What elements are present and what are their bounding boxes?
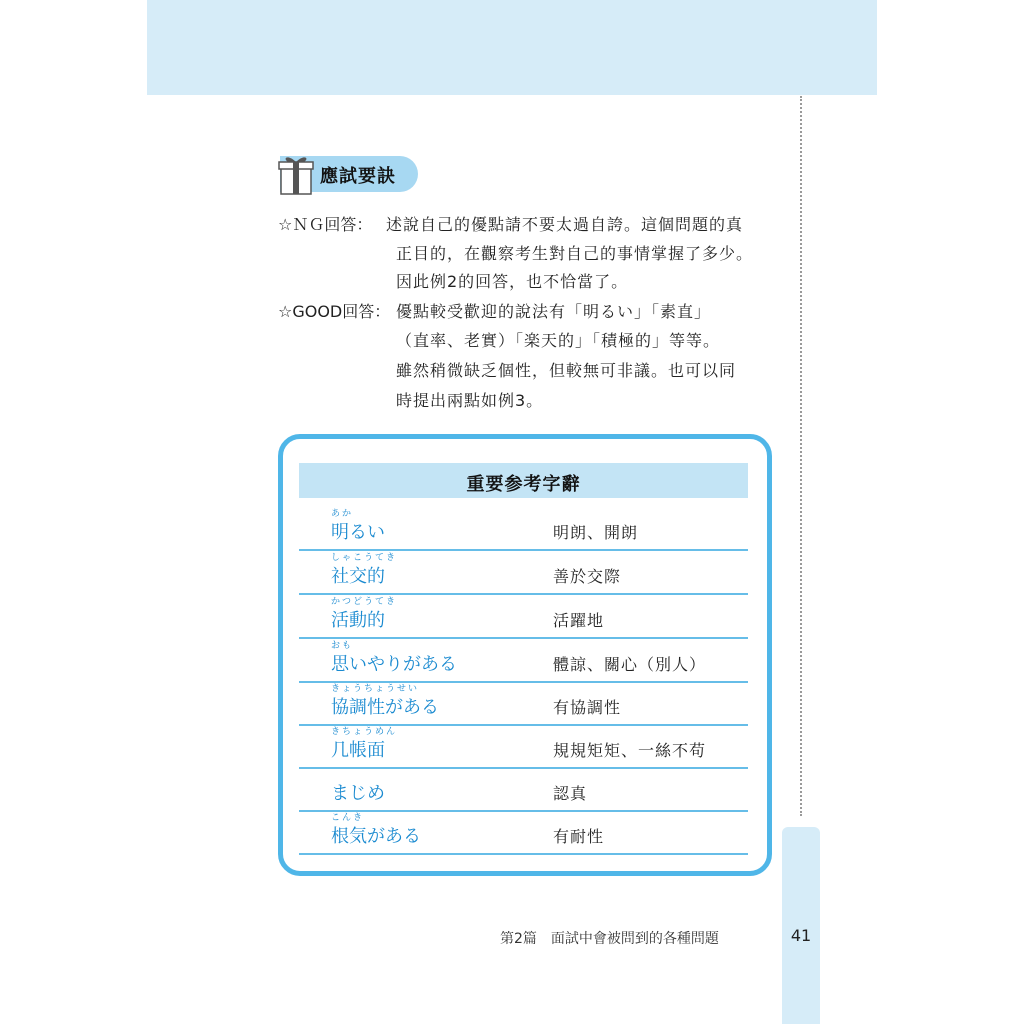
top-color-band <box>147 0 877 95</box>
good-answer-line: 優點較受歡迎的說法有「明るい」「素直」 <box>396 302 712 321</box>
good-answer-line: （直率、老實）「楽天的」「積極的」等等。 <box>396 331 721 350</box>
gift-box-icon <box>276 152 316 196</box>
vocab-chinese: 規規矩矩、一絲不苟 <box>553 741 707 760</box>
chapter-footer: 第2篇 面試中會被問到的各種問題 <box>500 931 719 947</box>
good-answer-label: ☆GOOD回答： <box>278 302 391 321</box>
ng-answer-line: 述說自己的優點請不要太過自誇。這個問題的真 <box>386 215 744 234</box>
vocab-chinese: 明朗、開朗 <box>553 523 639 542</box>
vocab-chinese: 有耐性 <box>553 827 605 846</box>
vocab-row <box>299 506 748 551</box>
vocab-japanese: 協調性がある <box>331 697 439 718</box>
vocabulary-title: 重要参考字辭 <box>466 474 581 495</box>
good-answer-line: 雖然稍微缺乏個性，但較無可非議。也可以同 <box>396 361 737 380</box>
vocab-japanese: 社交的 <box>331 566 385 587</box>
page-number: 41 <box>790 926 812 945</box>
vocab-row <box>299 550 748 595</box>
vocab-chinese: 善於交際 <box>553 567 622 586</box>
ng-answer-line: 正目的，在觀察考生對自己的事情掌握了多少。 <box>396 244 754 263</box>
vocab-chinese: 有協調性 <box>553 698 622 717</box>
vocab-japanese: 几帳面 <box>331 740 385 761</box>
vocab-ruby: かつどうてき <box>331 597 398 607</box>
vocab-row <box>299 724 748 769</box>
vocab-japanese: 根気がある <box>331 826 421 847</box>
ng-answer-label: ☆ＮＧ回答： <box>278 215 373 234</box>
vocab-row <box>299 594 748 639</box>
vocab-ruby: きちょうめん <box>331 727 398 737</box>
vocab-japanese: 活動的 <box>331 610 385 631</box>
vocab-ruby: こんき <box>331 813 365 823</box>
section-title: 應試要訣 <box>320 166 396 187</box>
good-answer-line: 時提出兩點如例3。 <box>396 391 544 410</box>
vocab-chinese: 體諒、關心（別人） <box>553 655 707 674</box>
vocab-row <box>299 681 748 726</box>
vocab-japanese: 明るい <box>331 522 385 543</box>
vocab-ruby: おも <box>331 641 354 651</box>
vocab-japanese: まじめ <box>331 783 385 804</box>
vocab-row <box>299 638 748 683</box>
vocab-row <box>299 767 748 812</box>
vocab-chinese: 認真 <box>553 784 588 803</box>
vocab-ruby: きょうちょうせい <box>331 684 420 694</box>
ng-answer-line: 因此例2的回答，也不恰當了。 <box>396 272 629 291</box>
vocab-japanese: 思いやりがある <box>331 654 457 675</box>
vocab-row <box>299 810 748 855</box>
vocab-chinese: 活躍地 <box>553 611 605 630</box>
vocab-ruby: しゃこうてき <box>331 553 398 563</box>
margin-dotted-line <box>800 96 802 816</box>
vocab-ruby: あか <box>331 509 354 519</box>
